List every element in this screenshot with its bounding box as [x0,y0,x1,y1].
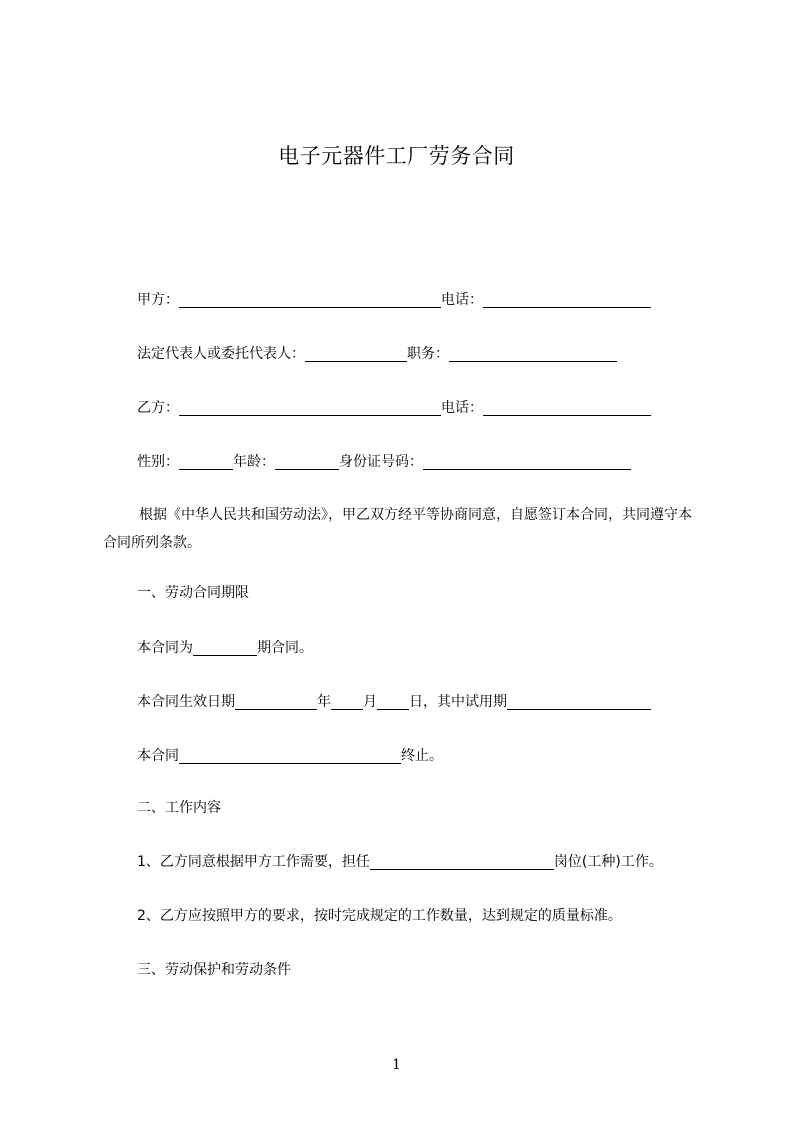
party-b-name-blank[interactable] [179,398,441,416]
gender-label: 性别： [137,454,179,470]
item1-prefix: 1、乙方同意根据甲方工作需要，担任 [137,854,370,870]
job-position-blank[interactable] [370,852,554,870]
representative-blank[interactable] [305,344,407,362]
item1-suffix: 岗位(工种)工作。 [553,854,663,870]
term-suffix: 期合同。 [257,640,313,656]
party-a-line [137,290,651,310]
effective-prefix: 本合同生效日期 [137,694,235,710]
position-label: 职务： [407,346,449,362]
representative-label: 法定代表人或委托代表人： [137,346,305,362]
party-b-label: 乙方： [137,400,179,416]
work-quality-line: 2、乙方应按照甲方的要求，按时完成规定的工作数量，达到规定的质量标准。 [137,908,622,924]
party-a-phone-blank[interactable] [483,290,651,308]
id-number-blank[interactable] [423,452,631,470]
party-a-label: 甲方： [137,292,179,308]
page-number: 1 [392,1057,401,1073]
end-date-line [137,746,443,766]
gender-blank[interactable] [179,452,233,470]
end-date-blank[interactable] [179,746,401,764]
term-type-blank[interactable] [193,638,257,656]
section2-heading: 二、工作内容 [137,800,221,816]
document-title: 电子元器件工厂劳务合同 [278,144,515,168]
day-trial-label: 日，其中试用期 [409,694,507,710]
end-prefix: 本合同 [137,748,179,764]
age-blank[interactable] [275,452,339,470]
section1-heading: 一、劳动合同期限 [137,585,249,601]
month-label: 月 [363,694,377,710]
representative-line [137,344,617,364]
year-blank[interactable] [235,692,317,710]
party-a-name-blank[interactable] [179,290,441,308]
end-suffix: 终止。 [401,748,443,764]
term-prefix: 本合同为 [137,640,193,656]
year-label: 年 [317,694,331,710]
party-b-phone-blank[interactable] [483,398,651,416]
position-blank[interactable] [449,344,617,362]
personal-info-line [137,452,631,472]
trial-period-blank[interactable] [507,692,651,710]
contract-term-line [137,638,313,658]
age-label: 年龄： [233,454,275,470]
party-a-phone-label: 电话： [441,292,483,308]
job-position-line [137,852,663,872]
party-b-line [137,398,651,418]
month-blank[interactable] [331,692,363,710]
party-b-phone-label: 电话： [441,400,483,416]
section3-heading: 三、劳动保护和劳动条件 [137,962,291,978]
day-blank[interactable] [377,692,409,710]
preamble-paragraph: 根据《中华人民共和国劳动法》，甲乙双方经平等协商同意，自愿签订本合同，共同遵守本合同所列条款。 [103,507,692,551]
effective-date-line [137,692,651,712]
id-number-label: 身份证号码： [339,454,423,470]
